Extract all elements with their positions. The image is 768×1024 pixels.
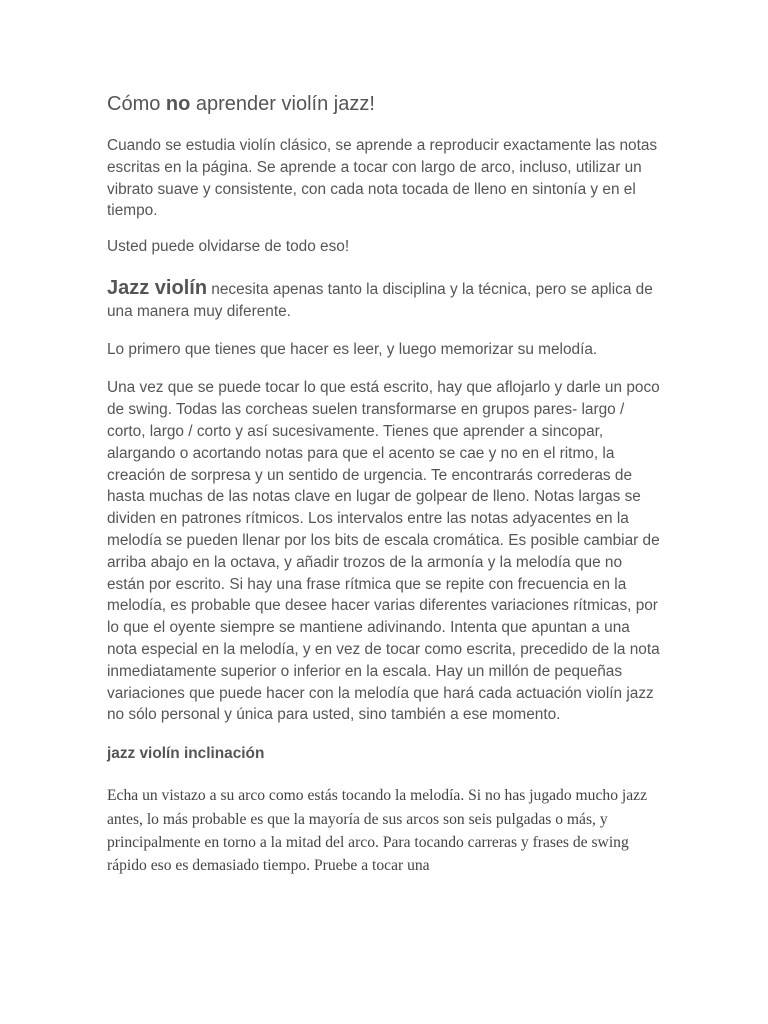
paragraph-swing: Una vez que se puede tocar lo que está escrito, hay que aflojarlo y darle un poco de swing. Todas las corcheas suelen transformarse en grupos pares- largo / corto, largo / corto y así sucesivamente. Tienes que aprender a sincopar, alargando o acortando notas para que el acento se cae y no en el ritmo, la creación de sorpresa y un sentido de urgencia. Te encontrarás correderas de hasta muchas de las notas clave en lugar de golpear de lleno. Notas largas se dividen en patrones rítmicos. Los intervalos entre las notas adyacentes en la melodía se pueden llenar por los bits de escala cromática. Es posible cambiar de arriba abajo en la octava, y añadir trozos de la armonía y la melodía que no están por escrito. Si hay una frase rítmica que se repite con frecuencia en la melodía, es probable que desee hacer varias diferentes variaciones rítmicas, por lo que el oyente siempre se mantiene adivinando. Intenta que apuntan a una nota especial en la melodía, y en vez de tocar como escrita, precedido de la nota inmediatamente superior o inferior en la escala. Hay un millón de pequeñas variaciones que puede hacer con la melodía que hará cada actuación violín jazz no sólo personal y única para usted, sino también a ese momento. xyxy=(107,379,660,724)
article-title xyxy=(107,90,662,118)
title-start: Cómo xyxy=(107,93,166,115)
document-page xyxy=(107,90,662,878)
section-heading: jazz violín inclinación xyxy=(107,745,265,763)
jazz-violin-lead: Jazz violín xyxy=(107,276,208,299)
paragraph-forget: Usted puede olvidarse de todo eso! xyxy=(107,238,350,256)
title-emphasis: no xyxy=(165,93,191,115)
paragraph-classical: Cuando se estudia violín clásico, se aprende a reproducir exactamente las notas escritas en la página. Se aprende a tocar con largo de arco, incluso, utilizar un vibrato suave y consistente, con cada nota tocada de lleno en sintonía y en el tiempo. xyxy=(107,137,658,220)
jazz-violin-rest: necesita apenas tanto la disciplina y la técnica, pero se aplica de una manera muy diferente. xyxy=(107,280,653,320)
paragraph-first-step: Lo primero que tienes que hacer es leer, y luego memorizar su melodía. xyxy=(107,340,598,358)
paragraph-jazz-violin xyxy=(107,278,662,323)
title-end: aprender violín jazz! xyxy=(190,93,375,115)
paragraph-bowing: Echa un vistazo a su arco como estás tocando la melodía. Si no has jugado mucho jazz antes, lo más probable es que la mayoría de sus arcos son seis pulgadas o más, y principalmente en torno a la mitad del arco. Para tocando carreras y frases de swing rápido eso es demasiado tiempo. Pruebe a tocar una xyxy=(107,787,647,875)
